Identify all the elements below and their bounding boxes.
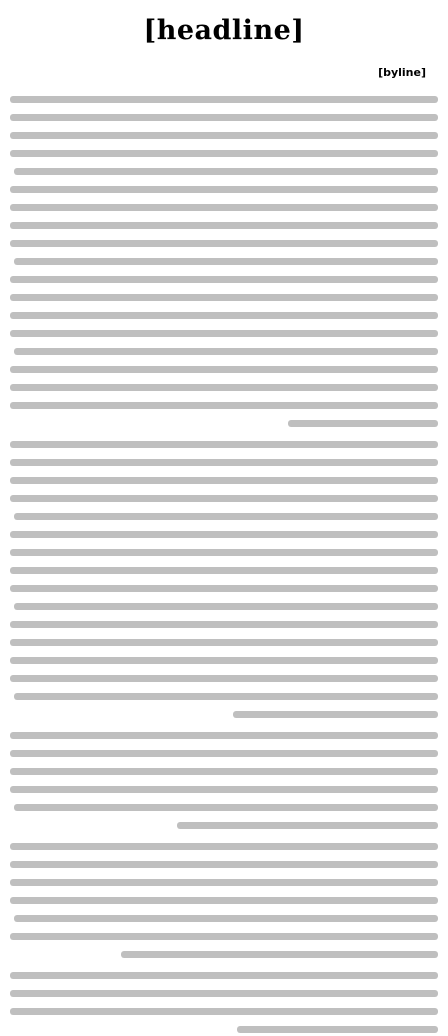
text-line <box>10 92 438 106</box>
text-line <box>10 1004 438 1018</box>
text-line <box>10 527 438 541</box>
text-line <box>10 782 438 796</box>
text-line <box>10 893 438 907</box>
article-paragraph <box>10 92 438 430</box>
article-headline: [headline] <box>143 14 305 46</box>
text-line <box>10 344 438 358</box>
text-line <box>10 218 438 232</box>
article-paragraph <box>10 437 438 721</box>
text-line <box>10 272 438 286</box>
text-line <box>10 455 438 469</box>
text-line <box>10 968 438 982</box>
text-line <box>10 236 438 250</box>
text-line <box>10 380 438 394</box>
text-line <box>10 182 438 196</box>
article-paragraph <box>10 839 438 961</box>
text-line <box>10 947 438 961</box>
text-line <box>10 509 438 523</box>
text-line <box>10 545 438 559</box>
text-line <box>10 986 438 1000</box>
article-paragraph <box>10 728 438 832</box>
text-line <box>10 254 438 268</box>
text-line <box>10 416 438 430</box>
text-line <box>10 362 438 376</box>
text-line <box>10 581 438 595</box>
text-line <box>10 164 438 178</box>
text-line <box>10 635 438 649</box>
text-line <box>10 308 438 322</box>
article-body <box>10 92 438 797</box>
text-line <box>10 764 438 778</box>
text-line <box>10 707 438 721</box>
text-line <box>10 110 438 124</box>
text-line <box>10 491 438 505</box>
text-line <box>10 653 438 667</box>
text-line <box>10 857 438 871</box>
text-line <box>10 671 438 685</box>
text-line <box>10 290 438 304</box>
text-line <box>10 398 438 412</box>
text-line <box>10 689 438 703</box>
text-line <box>10 728 438 742</box>
text-line <box>10 839 438 853</box>
text-line <box>10 599 438 613</box>
text-line <box>10 437 438 451</box>
text-line <box>10 929 438 943</box>
text-line <box>10 911 438 925</box>
article-byline: [byline] <box>378 66 426 79</box>
text-line <box>10 473 438 487</box>
text-line <box>10 617 438 631</box>
text-line <box>10 128 438 142</box>
text-line <box>10 800 438 814</box>
text-line <box>10 875 438 889</box>
text-line <box>10 1022 438 1036</box>
text-line <box>10 818 438 832</box>
text-line <box>10 326 438 340</box>
text-line <box>10 563 438 577</box>
text-line <box>10 746 438 760</box>
article-paragraph <box>10 968 438 1036</box>
text-line <box>10 146 438 160</box>
text-line <box>10 200 438 214</box>
